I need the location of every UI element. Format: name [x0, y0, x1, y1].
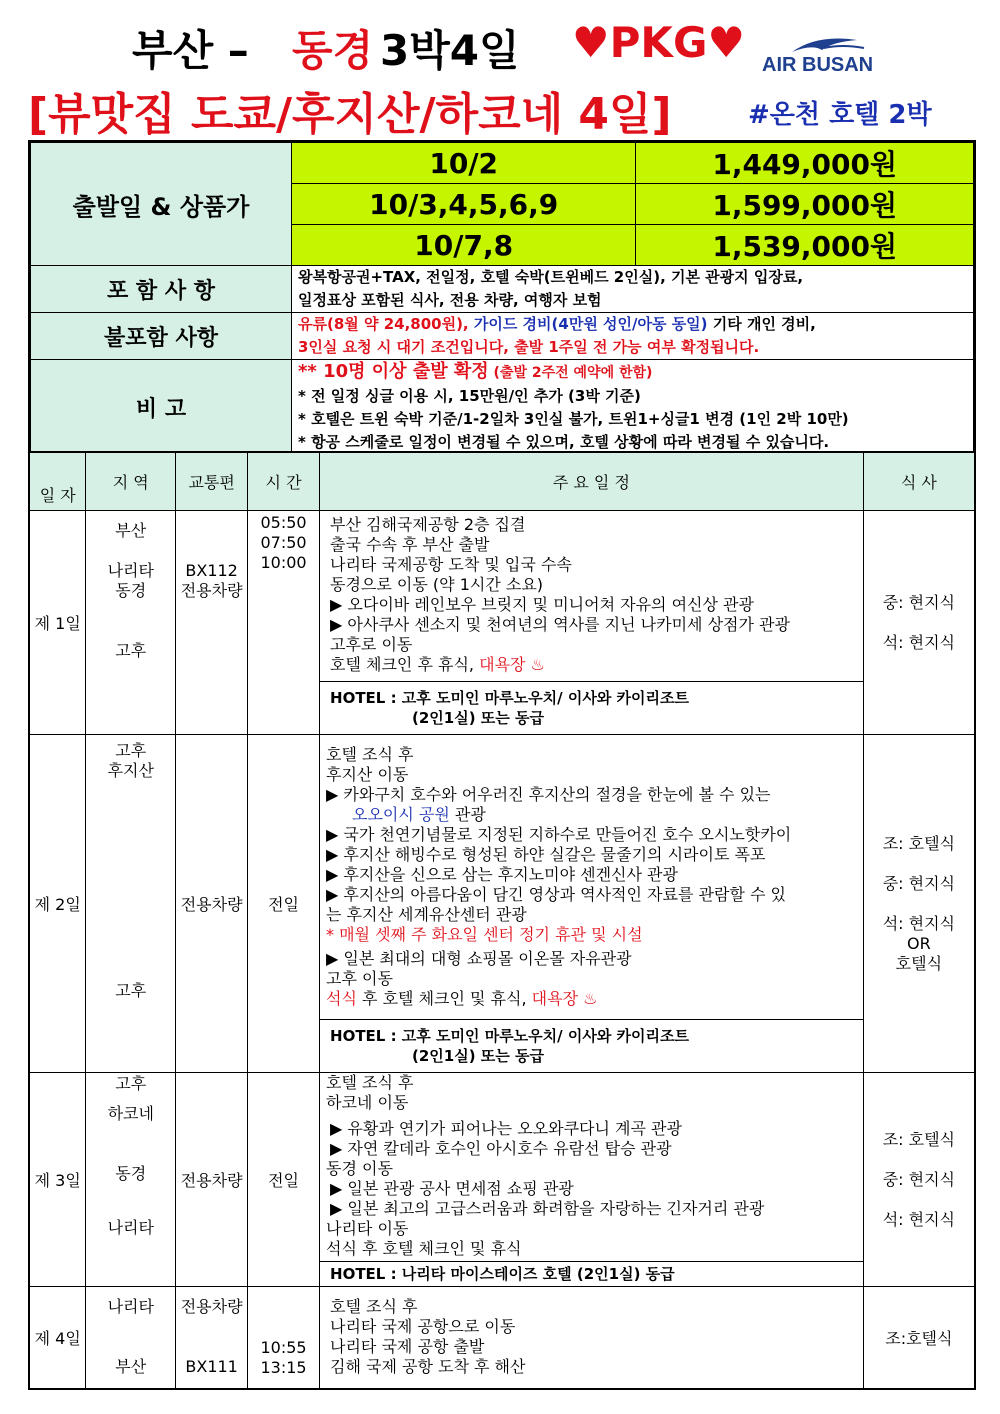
exclude-other: 기타 개인 경비, [707, 315, 816, 333]
itinerary-line: 부산 김해국제공항 2층 집결 [330, 515, 526, 534]
meal: 중: 현지식 [882, 873, 956, 893]
hotel-room: (2인1실) 또는 동급 [412, 1047, 544, 1065]
flight-number: BX111 [185, 1357, 238, 1377]
itinerary-line: ▶ 후지산의 아름다움이 담긴 영상과 역사적인 자료를 관람할 수 있 [326, 885, 786, 904]
itinerary-line: 후지산 이동 [326, 765, 409, 784]
meal: OR [907, 933, 931, 953]
region: 부산 [115, 521, 147, 540]
title-pkg: ♥PKG♥ [572, 18, 746, 67]
itinerary-line: 고후로 이동 [330, 635, 413, 654]
exclude-guide: 가이드 경비(4만원 성인/아동 동일) [473, 315, 708, 333]
day1-hotel [320, 681, 863, 734]
price-date: 10/3,4,5,6,9 [292, 184, 636, 225]
schedule-table [28, 451, 976, 1390]
meal: 호텔식 [895, 953, 943, 973]
itinerary-line: ▶ 카와구치 호수와 어우러진 후지산의 절경을 한눈에 볼 수 있는 [326, 785, 771, 804]
itinerary-line: 고후 이동 [326, 969, 393, 988]
include-header: 포 함 사 항 [30, 266, 292, 313]
note-header: 비 고 [30, 360, 292, 456]
itinerary-line: ▶ 오다이바 레인보우 브릿지 및 미니어쳐 자유의 여신상 관광 [330, 595, 754, 614]
title-duration: 3박4일 [380, 26, 520, 75]
meal: 석: 현지식 [882, 1209, 956, 1229]
exclude-fuel: 유류(8월 약 24,800원), [298, 315, 474, 333]
itinerary-line: 호텔 조식 후 [330, 1297, 418, 1316]
day2-hotel [320, 1019, 863, 1072]
dinner-label: 석식 [326, 989, 357, 1008]
closure-note: * 매월 셋째 주 화요일 센터 정기 휴관 및 시설 [326, 925, 643, 944]
spa-label: 대욕장 ♨ [531, 989, 598, 1008]
meal: 석: 현지식 [882, 632, 956, 652]
col-meal: 식 사 [863, 452, 975, 511]
region: 후지산 [107, 761, 154, 780]
day-label: 제 3일 [29, 1073, 86, 1287]
hotel-name: HOTEL : 고후 도미인 마루노우치/ 이사와 카이리조트 [330, 1027, 689, 1045]
price-value: 1,599,000원 [636, 184, 975, 225]
day1-times [248, 511, 320, 735]
price-date: 10/2 [292, 142, 636, 184]
day2-regions [86, 735, 176, 1073]
day1-regions [86, 511, 176, 735]
itinerary-line: ▶ 아사쿠사 센소지 및 천여년의 역사를 지닌 나카미세 상점가 관광 [330, 615, 790, 634]
itinerary-line: ▶ 일본 최대의 대형 쇼핑몰 이온몰 자유관광 [326, 949, 632, 968]
itinerary-line: 동경으로 이동 (약 1시간 소요) [330, 575, 544, 594]
itinerary-line: ▶ 일본 관광 공사 면세점 쇼핑 관광 [330, 1179, 574, 1198]
day3-regions [86, 1073, 176, 1287]
region: 고후 [115, 1074, 147, 1093]
include-line: 왕복항공권+TAX, 전일정, 호텔 숙박(트윈베드 2인실), 기본 관광지 입장료, [298, 268, 804, 286]
col-day: 일 자 [29, 452, 86, 511]
region: 나리타 [107, 1218, 154, 1237]
meal: 조: 호텔식 [882, 1129, 956, 1149]
dinner-text: 후 호텔 체크인 및 휴식, [356, 989, 527, 1008]
region: 동경 [115, 581, 147, 600]
day2-meals [863, 735, 975, 1073]
day-label: 제 2일 [29, 735, 86, 1073]
transport: 전용차량 [180, 1297, 243, 1317]
region: 동경 [115, 1164, 147, 1183]
day3-row [29, 1073, 975, 1287]
exclude-details [292, 313, 975, 360]
time: 13:15 [260, 1357, 307, 1377]
itinerary-line: ▶ 자연 칼데라 호수인 아시호수 유람선 탑승 관광 [330, 1139, 672, 1158]
itinerary-line: 는 후지산 세계유산센터 관광 [326, 905, 527, 924]
day2-itinerary [320, 735, 864, 1073]
min-departure: ** 10명 이상 출발 확정 [298, 361, 489, 382]
itinerary-line: 석식 후 호텔 체크인 및 휴식 [326, 1239, 522, 1258]
title-origin: 부산 – [132, 26, 249, 75]
price-value: 1,449,000원 [636, 142, 975, 184]
itinerary-line: ▶ 국가 천연기념물로 지정된 지하수로 만들어진 호수 오시노핫카이 [326, 825, 792, 844]
subtitle-tag: #온천 호텔 2박 [748, 100, 932, 130]
itinerary-line: ▶ 후지산을 신으로 삼는 후지노미야 센겐신사 관광 [326, 865, 678, 884]
exclude-triple-note: 3인실 요청 시 대기 조건입니다, 출발 1주일 전 가능 여부 확정됩니다. [298, 338, 760, 356]
note-line: * 전 일정 싱글 이용 시, 15만원/인 추가 (3박 기준) [298, 387, 641, 405]
itinerary-line: 호텔 조식 후 [326, 745, 414, 764]
bird-icon [762, 34, 872, 56]
day4-regions [86, 1287, 176, 1389]
region: 나리타 [107, 1297, 154, 1317]
day4-row [29, 1287, 975, 1389]
day3-meals [863, 1073, 975, 1287]
include-line: 일정표상 포함된 식사, 전용 차량, 여행자 보험 [298, 291, 602, 309]
region: 고후 [115, 741, 147, 760]
min-departure-condition: (출발 2주전 예약에 한함) [488, 365, 653, 381]
itinerary-line: 나리타 국제 공항으로 이동 [330, 1317, 516, 1336]
flight-number: BX112 [185, 561, 238, 580]
park-name: 오오이시 공원 [352, 805, 450, 824]
itinerary-line: 나리타 국제공항 도착 및 입국 수속 [330, 555, 572, 574]
meal: 조: 호텔식 [882, 833, 956, 853]
note-line: * 호텔은 트윈 숙박 기준/1-2일차 3인실 불가, 트윈1+싱글1 변경 (1인 2박 10만) [298, 410, 849, 428]
col-region: 지 역 [86, 452, 176, 511]
time: 10:55 [260, 1337, 307, 1357]
meal: 조:호텔식 [863, 1287, 975, 1389]
day-label: 제 4일 [29, 1287, 86, 1389]
day3-itinerary [320, 1073, 864, 1287]
air-busan-logo [762, 34, 872, 84]
meal: 중: 현지식 [882, 592, 956, 612]
region: 고후 [115, 981, 147, 1000]
subtitle: [뷰맛집 도쿄/후지산/하코네 4일] [28, 89, 672, 140]
meal: 중: 현지식 [882, 1169, 956, 1189]
note-line: * 항공 스케줄로 일정이 변경될 수 있으며, 호텔 상황에 따라 변경될 수 있습니다. [298, 433, 830, 451]
itinerary-line: 나리타 이동 [326, 1219, 409, 1238]
meal: 석: 현지식 [882, 913, 956, 933]
include-details [292, 266, 975, 313]
region: 나리타 [107, 561, 154, 580]
transport: 전용차량 [180, 581, 243, 600]
itinerary-line: 김해 국제 공항 도착 후 해산 [330, 1357, 526, 1376]
schedule-header-row [29, 452, 975, 511]
transport: 전용차량 [176, 735, 248, 1073]
time: 05:50 [260, 513, 307, 532]
spa-label: 대욕장 ♨ [479, 655, 545, 674]
transport: 전용차량 [176, 1073, 248, 1287]
time: 07:50 [260, 533, 307, 552]
col-main: 주 요 일 정 [320, 452, 864, 511]
price-value: 1,539,000원 [636, 225, 975, 266]
day1-itinerary [320, 511, 864, 735]
col-transport: 교통편 [176, 452, 248, 511]
day2-row [29, 735, 975, 1073]
park-suffix: 관광 [449, 805, 486, 824]
region: 하코네 [107, 1104, 154, 1123]
itinerary-line: 출국 수속 후 부산 출발 [330, 535, 490, 554]
itinerary-line: 호텔 조식 후 [326, 1073, 414, 1092]
day-label: 제 1일 [29, 511, 86, 735]
day1-row [29, 511, 975, 735]
date-header: 출발일 & 상품가 [30, 142, 292, 266]
itinerary-line: 하코네 이동 [326, 1093, 409, 1112]
day4-transport [176, 1287, 248, 1389]
info-table [28, 140, 976, 457]
exclude-header: 불포함 사항 [30, 313, 292, 360]
time: 10:00 [260, 553, 307, 572]
note-details [292, 360, 975, 456]
itinerary-line: 호텔 체크인 후 휴식, [330, 655, 475, 674]
region: 고후 [115, 641, 147, 660]
hotel-name: HOTEL : 고후 도미인 마루노우치/ 이사와 카이리조트 [330, 689, 689, 707]
itinerary-line: 동경 이동 [326, 1159, 393, 1178]
title-bar [0, 10, 1000, 80]
day1-transport [176, 511, 248, 735]
day1-meals [863, 511, 975, 735]
itinerary-line: ▶ 후지산 해빙수로 형성된 하얀 실갈은 물줄기의 시라이토 폭포 [326, 845, 766, 864]
price-date: 10/7,8 [292, 225, 636, 266]
logo-text: AIR BUSAN [762, 54, 874, 76]
col-time: 시 간 [248, 452, 320, 511]
day3-hotel: HOTEL : 나리타 마이스테이즈 호텔 (2인1실) 동급 [320, 1261, 863, 1286]
title-destination: 동경 [292, 26, 374, 75]
region: 부산 [115, 1357, 147, 1377]
hotel-room: (2인1실) 또는 동급 [412, 709, 544, 727]
itinerary-line: 나리타 국제 공항 출발 [330, 1337, 485, 1356]
day4-itinerary [320, 1287, 864, 1389]
time: 전일 [248, 735, 320, 1073]
time: 전일 [248, 1073, 320, 1287]
itinerary-line: ▶ 일본 최고의 고급스러움과 화려함을 자랑하는 긴자거리 관광 [330, 1199, 765, 1218]
day4-times [248, 1287, 320, 1389]
itinerary-line: ▶ 유황과 연기가 피어나는 오오와쿠다니 계곡 관광 [330, 1119, 682, 1138]
